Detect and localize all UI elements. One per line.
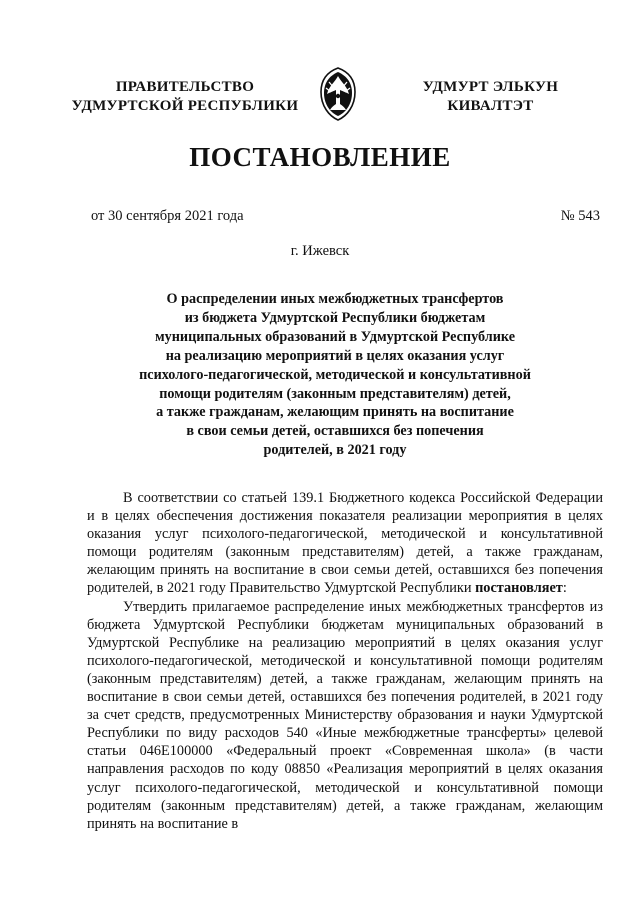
- header-left-line2: УДМУРТСКОЙ РЕСПУБЛИКИ: [71, 98, 299, 114]
- title-line: а также гражданам, желающим принять на воспитание: [156, 404, 514, 421]
- title-line: помощи родителям (законным представителям) детей,: [159, 385, 511, 402]
- udmurt-coat-of-arms-icon: [317, 66, 359, 122]
- title-line: О распределении иных межбюджетных трансфертов: [166, 291, 504, 307]
- body-paragraph-1: [87, 489, 603, 598]
- title-line: в свои семьи детей, оставшихся без попечения: [186, 423, 484, 440]
- title-line: муниципальных образований в Удмуртской Республике: [154, 328, 515, 345]
- resolution-verb: постановляет: [475, 580, 563, 597]
- body-paragraph-2: [87, 598, 603, 833]
- title-line: из бюджета Удмуртской Республики бюджетам: [184, 309, 486, 326]
- document-city: г. Ижевск: [290, 243, 350, 259]
- title-line: психолого-педагогической, методической и консультативной: [139, 366, 531, 383]
- document-date: от 30 сентября 2021 года: [91, 208, 244, 224]
- document-body: [87, 489, 603, 833]
- document-title: [100, 290, 570, 460]
- title-line: родителей, в 2021 году: [263, 442, 407, 459]
- document-number: № 543: [560, 208, 600, 224]
- header-left-line1: ПРАВИТЕЛЬСТВО: [115, 79, 255, 95]
- paragraph-text: Утвердить прилагаемое распределение иных межбюджетных трансфертов из бюджета Удмуртской Республики бюджетам муниципальных образований в Удмуртской Республике на реализацию мероприятий в целях оказания услуг психолого-педагогической, методической и консультативной помощи родителям (законным представителям) детей, а также гражданам, желающим принять на воспитание в свои семьи детей, оставшихся без попечения родителей, в 2021 году за счет средств, предусмотренных Министерству образования и науки Удмуртской Республики по виду расходов 540 «Иные межбюджетные трансферты» целевой статьи 046Е100000 «Федеральный проект «Современная школа» (в части направления расходов по коду 08850 «Реализация мероприятий в целях оказания услуг психолого-педагогической, методической и консультативной помощи родителям (законным представителям) детей, а также гражданам, желающим принять на воспитание в: [87, 598, 603, 832]
- header-right-line2: КИВАЛТЭТ: [447, 98, 534, 114]
- paragraph-text: В соответствии со статьей 139.1 Бюджетного кодекса Российской Федерации и в целях обеспечения достижения показателя реализации мероприятия в целях оказания услуг психолого-педагогической, методической и консультативной помощи родителям (законным представителям) детей, а также гражданам, желающим принять на воспитание в свои семьи детей, оставшихся без попечения родителей, в 2021 году Правительство Удмуртской Республики: [87, 490, 603, 597]
- header-right: [398, 78, 583, 116]
- document-meta: [91, 208, 600, 225]
- paragraph-punctuation: :: [562, 580, 567, 597]
- document-type-heading: ПОСТАНОВЛЕНИЕ: [189, 142, 451, 172]
- header-right-line1: УДМУРТ ЭЛЬКУН: [422, 79, 559, 95]
- title-line: на реализацию мероприятий в целях оказания услуг: [165, 347, 505, 364]
- header-left: [70, 78, 300, 116]
